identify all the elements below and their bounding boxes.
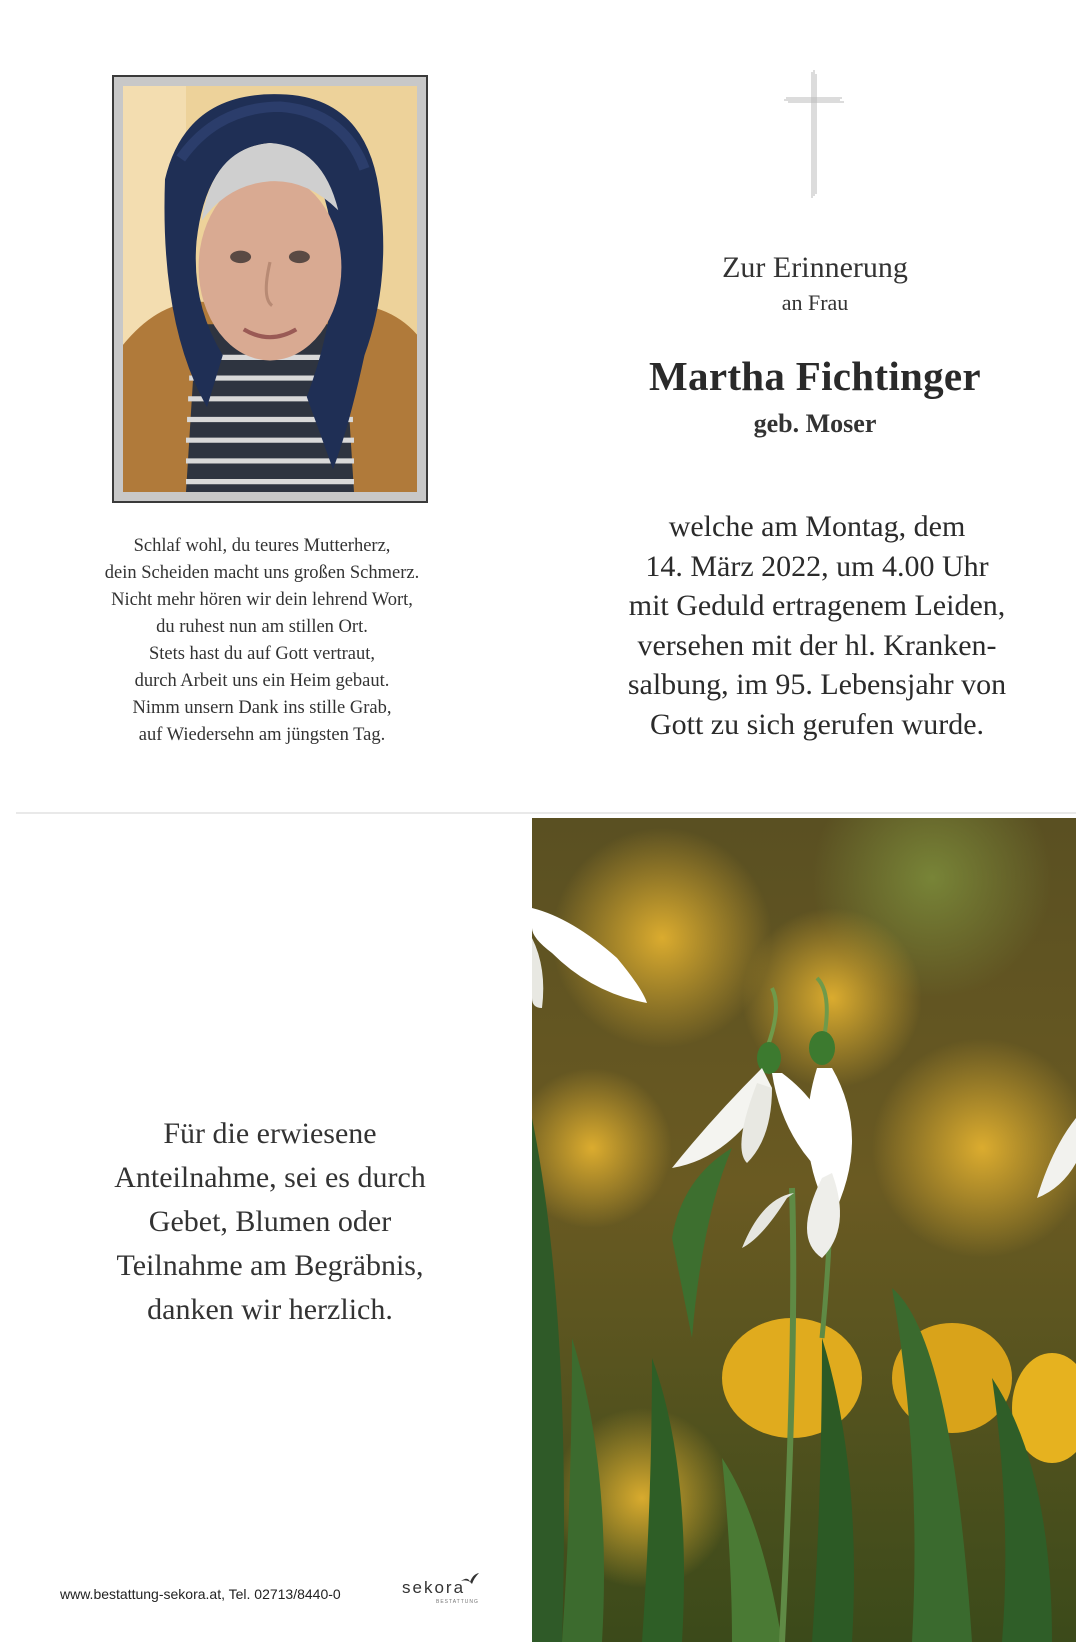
poem-line: Schlaf wohl, du teures Mutterherz, bbox=[133, 536, 391, 556]
snowdrop-flowers-photo bbox=[532, 818, 1076, 1642]
announcement-line: welche am Montag, dem bbox=[668, 510, 966, 543]
poem-line: Stets hast du auf Gott vertraut, bbox=[148, 644, 376, 664]
death-announcement bbox=[598, 507, 1036, 744]
thanks-text bbox=[60, 1112, 480, 1332]
poem-line: auf Wiedersehn am jüngsten Tag. bbox=[138, 725, 386, 745]
poem-line: dein Scheiden macht uns großen Schmerz. bbox=[104, 563, 420, 583]
logo-subtext: BESTATTUNG bbox=[436, 1599, 479, 1605]
cross-icon bbox=[784, 70, 844, 200]
fold-line bbox=[16, 812, 1076, 814]
thanks-line: Für die erwiesene bbox=[163, 1117, 377, 1150]
thanks-line: Teilnahme am Begräbnis, bbox=[116, 1249, 424, 1282]
announcement-line: mit Geduld ertragenem Leiden, bbox=[628, 589, 1006, 622]
footer-contact: www.bestattung-sekora.at, Tel. 02713/8440-0 bbox=[60, 1586, 341, 1602]
poem bbox=[62, 533, 462, 749]
poem-line: Nimm unsern Dank ins stille Grab, bbox=[132, 698, 392, 718]
poem-line: du ruhest nun am stillen Ort. bbox=[156, 617, 368, 637]
title-block bbox=[600, 250, 1030, 440]
salutation-text: an Frau bbox=[781, 290, 849, 315]
announcement-line: versehen mit der hl. Kranken- bbox=[637, 628, 997, 662]
bird-icon bbox=[460, 1572, 480, 1586]
sekora-logo bbox=[402, 1578, 479, 1605]
announcement-line: Gott zu sich gerufen wurde. bbox=[649, 707, 985, 741]
logo-text: sekora bbox=[402, 1578, 466, 1597]
thanks-line: danken wir herzlich. bbox=[147, 1293, 393, 1326]
thanks-line: Gebet, Blumen oder bbox=[148, 1205, 392, 1238]
poem-line: Nicht mehr hören wir dein lehrend Wort, bbox=[111, 590, 413, 610]
announcement-line: salbung, im 95. Lebensjahr von bbox=[627, 668, 1007, 701]
intro-text: Zur Erinnerung bbox=[722, 251, 908, 284]
portrait-frame bbox=[112, 75, 428, 503]
maiden-name: geb. Moser bbox=[753, 409, 877, 438]
deceased-name: Martha Fichtinger bbox=[649, 353, 981, 399]
thanks-line: Anteilnahme, sei es durch bbox=[114, 1161, 426, 1194]
announcement-line: 14. März 2022, um 4.00 Uhr bbox=[645, 549, 989, 583]
portrait-photo bbox=[123, 86, 417, 492]
poem-line: durch Arbeit uns ein Heim gebaut. bbox=[134, 671, 390, 691]
